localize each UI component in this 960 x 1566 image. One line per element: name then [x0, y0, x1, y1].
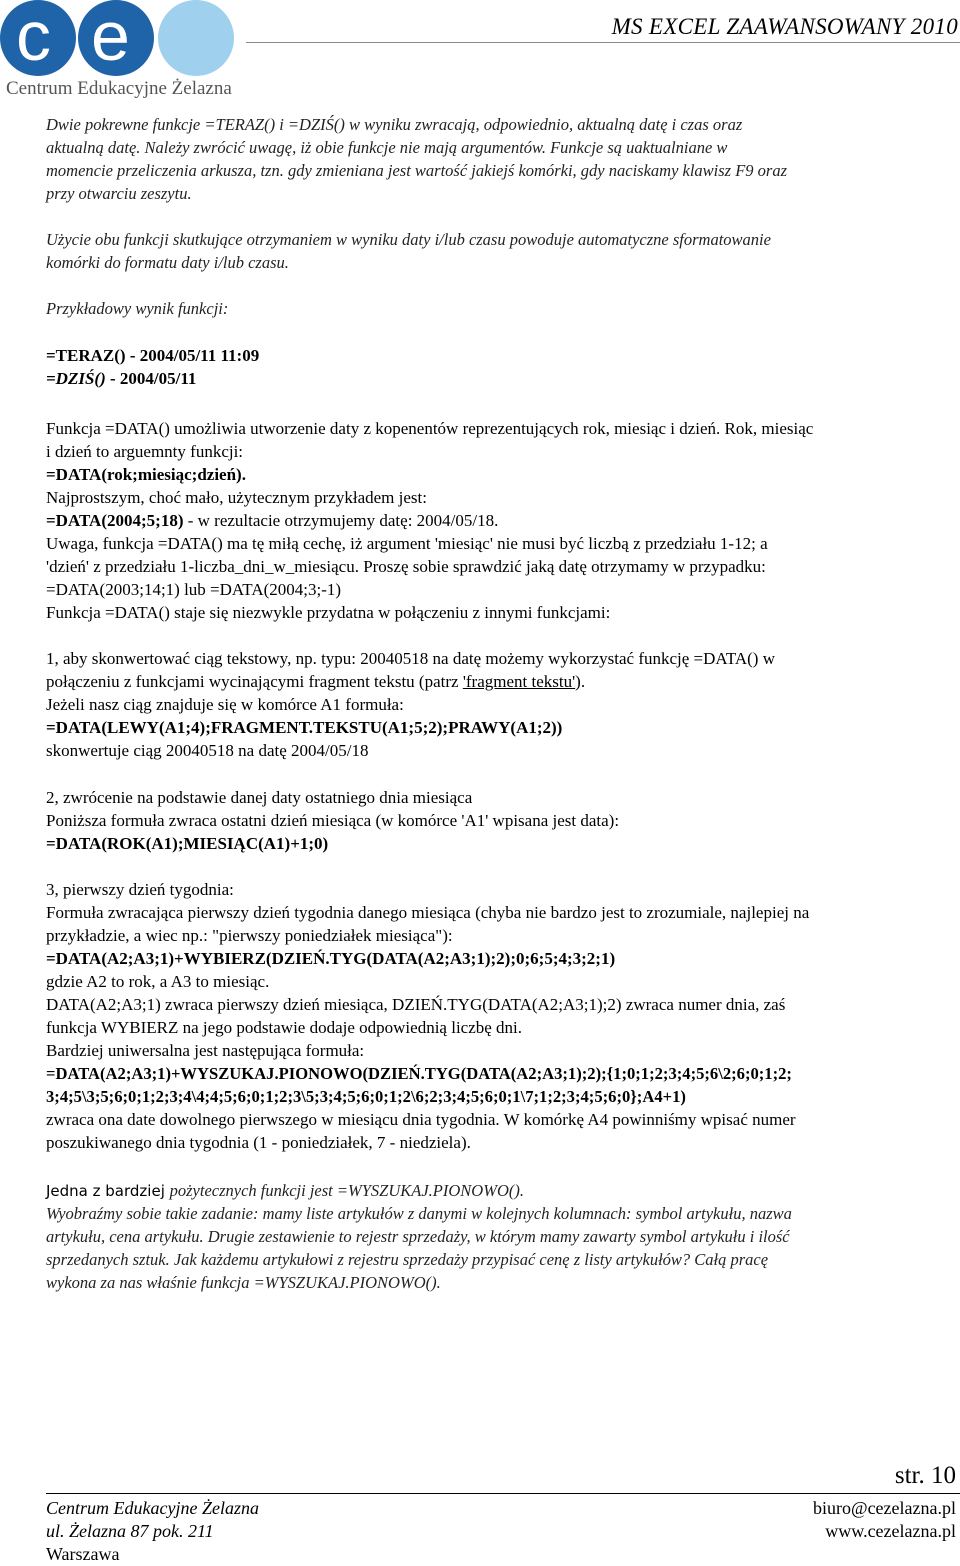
paragraph-line: przy otwarciu zeszytu. [46, 184, 192, 203]
paragraph-line: wykona za nas właśnie funkcja =WYSZUKAJ.PIONOWO(). [46, 1273, 441, 1292]
footer-company: Centrum Edukacyjne Żelazna [46, 1498, 259, 1518]
paragraph-line: Przykładowy wynik funkcji: [46, 299, 229, 318]
footer-city: Warszawa [46, 1544, 120, 1564]
paragraph-line [46, 1179, 956, 1203]
paragraph-line: poszukiwanego dnia tygodnia (1 - poniedziałek, 7 - niedziela). [46, 1133, 471, 1152]
paragraph-line [46, 670, 956, 693]
formula: 3;4;5\3;5;6;0;1;2;3;4\4;4;5;6;0;1;2;3\5;3;4;5;6;0;1;2\6;2;3;4;5;6;0;1\7;1;2;3;4;5;6;0};A4+1) [46, 1087, 686, 1106]
paragraph-line: Formuła zwracająca pierwszy dzień tygodnia danego miesiąca (chyba nie bardzo jest to zrozumiale, najlepiej na [46, 903, 810, 922]
formula-result: - w rezultacie otrzymujemy datę: 2004/05/18. [183, 511, 499, 530]
paragraph-line: skonwertuje ciąg 20040518 na datę 2004/05/18 [46, 741, 369, 760]
example-dzis [46, 367, 956, 390]
company-logo [0, 0, 240, 104]
paragraph-line: Bardziej uniwersalna jest następująca formuła: [46, 1041, 365, 1060]
paragraph-line: Wyobraźmy sobie takie zadanie: mamy liste artykułów z danymi w kolejnych kolumnach: symbol artykułu, nazwa [46, 1204, 792, 1223]
paragraph-line: funkcja WYBIERZ na jego podstawie dodaje odpowiednią liczbę dni. [46, 1018, 523, 1037]
paragraph-line: Użycie obu funkcji skutkujące otrzymaniem w wyniku daty i/lub czasu powoduje automatyczne sformatowanie [46, 230, 771, 249]
logo-circles-icon [0, 0, 240, 80]
paragraph-line: Poniższa formuła zwraca ostatni dzień miesiąca (w komórce 'A1' wpisana jest data): [46, 811, 620, 830]
paragraph-line: komórki do formatu daty i/lub czasu. [46, 253, 289, 272]
paragraph-line: gdzie A2 to rok, a A3 to miesiąc. [46, 972, 270, 991]
paragraph-line: 1, aby skonwertować ciąg tekstowy, np. typu: 20040518 na datę możemy wykorzystać funkcję =DATA() w [46, 649, 775, 668]
footer-divider [46, 1493, 960, 1494]
formula: =DATA(2004;5;18) [46, 511, 184, 530]
page-number: str. 10 [894, 1462, 956, 1489]
paragraph-line: momencie przeliczenia arkusza, tzn. gdy zmieniana jest wartość jakiejś komórki, gdy naciskamy klawisz F9 oraz [46, 161, 788, 180]
paragraph-line: Uwaga, funkcja =DATA() ma tę miłą cechę, iż argument 'miesiąc' nie musi być liczbą z przedziału 1-12; a [46, 534, 768, 553]
paragraph-line: przykładzie, a wiec np.: "pierwszy poniedziałek miesiąca"): [46, 926, 453, 945]
paragraph-line: aktualną datę. Należy zwrócić uwagę, iż obie funkcje nie mają argumentów. Funkcje są uaktualniane w [46, 138, 728, 157]
footer-contact [813, 1497, 956, 1543]
text-run: pożytecznych funkcji jest =WYSZUKAJ.PIONOWO(). [169, 1181, 524, 1200]
example-teraz: =TERAZ() - 2004/05/11 11:09 [46, 346, 260, 365]
formula: =DATA(LEWY(A1;4);FRAGMENT.TEKSTU(A1;5;2);PRAWY(A1;2)) [46, 718, 563, 737]
footer-address [46, 1497, 259, 1566]
text-run: połączeniu z funkcjami wycinającymi fragment tekstu (patrz [46, 672, 463, 691]
text-run: Jedna z bardziej [46, 1182, 170, 1200]
paragraph-line: Dwie pokrewne funkcje =TERAZ() i =DZIŚ() w wyniku zwracają, odpowiednio, aktualną datę i czas oraz [46, 115, 743, 134]
document-title: MS EXCEL ZAAWANSOWANY 2010 [611, 14, 958, 39]
svg-text:c: c [16, 0, 51, 75]
paragraph-line: zwraca ona date dowolnego pierwszego w miesiącu dnia tygodnia. W komórkę A4 powinniśmy wpisać numer [46, 1110, 796, 1129]
formula: =DATA(A2;A3;1)+WYBIERZ(DZIEŃ.TYG(DATA(A2;A3;1);2);0;6;5;4;3;2;1) [46, 949, 616, 968]
paragraph-line: 'dzień' z przedziału 1-liczba_dni_w_miesiącu. Proszę sobie sprawdzić jaką datę otrzymamy w przypadku: [46, 557, 766, 576]
footer-street: ul. Żelazna 87 pok. 211 [46, 1521, 214, 1541]
paragraph-line: 3, pierwszy dzień tygodnia: [46, 880, 234, 899]
paragraph-line [46, 509, 956, 532]
paragraph-line: artykułu, cena artykułu. Drugie zestawienie to rejestr sprzedaży, w którym mamy zawarty symbol artykułu i ilość [46, 1227, 790, 1246]
paragraph-line: Najprostszym, choć mało, użytecznym przykładem jest: [46, 488, 427, 507]
formula: =DATA(ROK(A1);MIESIĄC(A1)+1;0) [46, 834, 329, 853]
paragraph-line: DATA(A2;A3;1) zwraca pierwszy dzień miesiąca, DZIEŃ.TYG(DATA(A2;A3;1);2) zwraca numer dnia, zaś [46, 995, 786, 1014]
header-divider [246, 42, 960, 43]
paragraph-line: Funkcja =DATA() staje się niezwykle przydatna w połączeniu z innymi funkcjami: [46, 603, 611, 622]
text-run: ). [575, 672, 586, 691]
paragraph-line: Funkcja =DATA() umożliwia utworzenie daty z kopenentów reprezentujących rok, miesiąc i dzień. Rok, miesiąc [46, 419, 814, 438]
logo-text: Centrum Edukacyjne Żelazna [6, 78, 232, 99]
paragraph-line: Jeżeli nasz ciąg znajduje się w komórce A1 formuła: [46, 695, 404, 714]
formula: =DATA(A2;A3;1)+WYSZUKAJ.PIONOWO(DZIEŃ.TYG(DATA(A2;A3;1);2);{1;0;1;2;3;4;5;6\2;6;0;1;2; [46, 1064, 792, 1083]
paragraph-line: i dzień to arguemnty funkcji: [46, 442, 244, 461]
paragraph-line: 2, zwrócenie na podstawie danej daty ostatniego dnia miesiąca [46, 788, 473, 807]
example-dzis-func: =DZIŚ() [46, 369, 106, 388]
svg-text:e: e [91, 0, 130, 75]
example-dzis-value: - 2004/05/11 [105, 369, 197, 388]
formula: =DATA(rok;miesiąc;dzień). [46, 465, 246, 484]
paragraph-line: =DATA(2003;14;1) lub =DATA(2004;3;-1) [46, 580, 342, 599]
fragment-tekstu-link[interactable]: 'fragment tekstu' [462, 672, 576, 691]
footer-website[interactable]: www.cezelazna.pl [825, 1521, 956, 1541]
footer-email[interactable]: biuro@cezelazna.pl [813, 1498, 956, 1518]
paragraph-line: sprzedanych sztuk. Jak każdemu artykułowi z rejestru sprzedaży przypisać cenę z listy artykułów? Całą pracę [46, 1250, 769, 1269]
